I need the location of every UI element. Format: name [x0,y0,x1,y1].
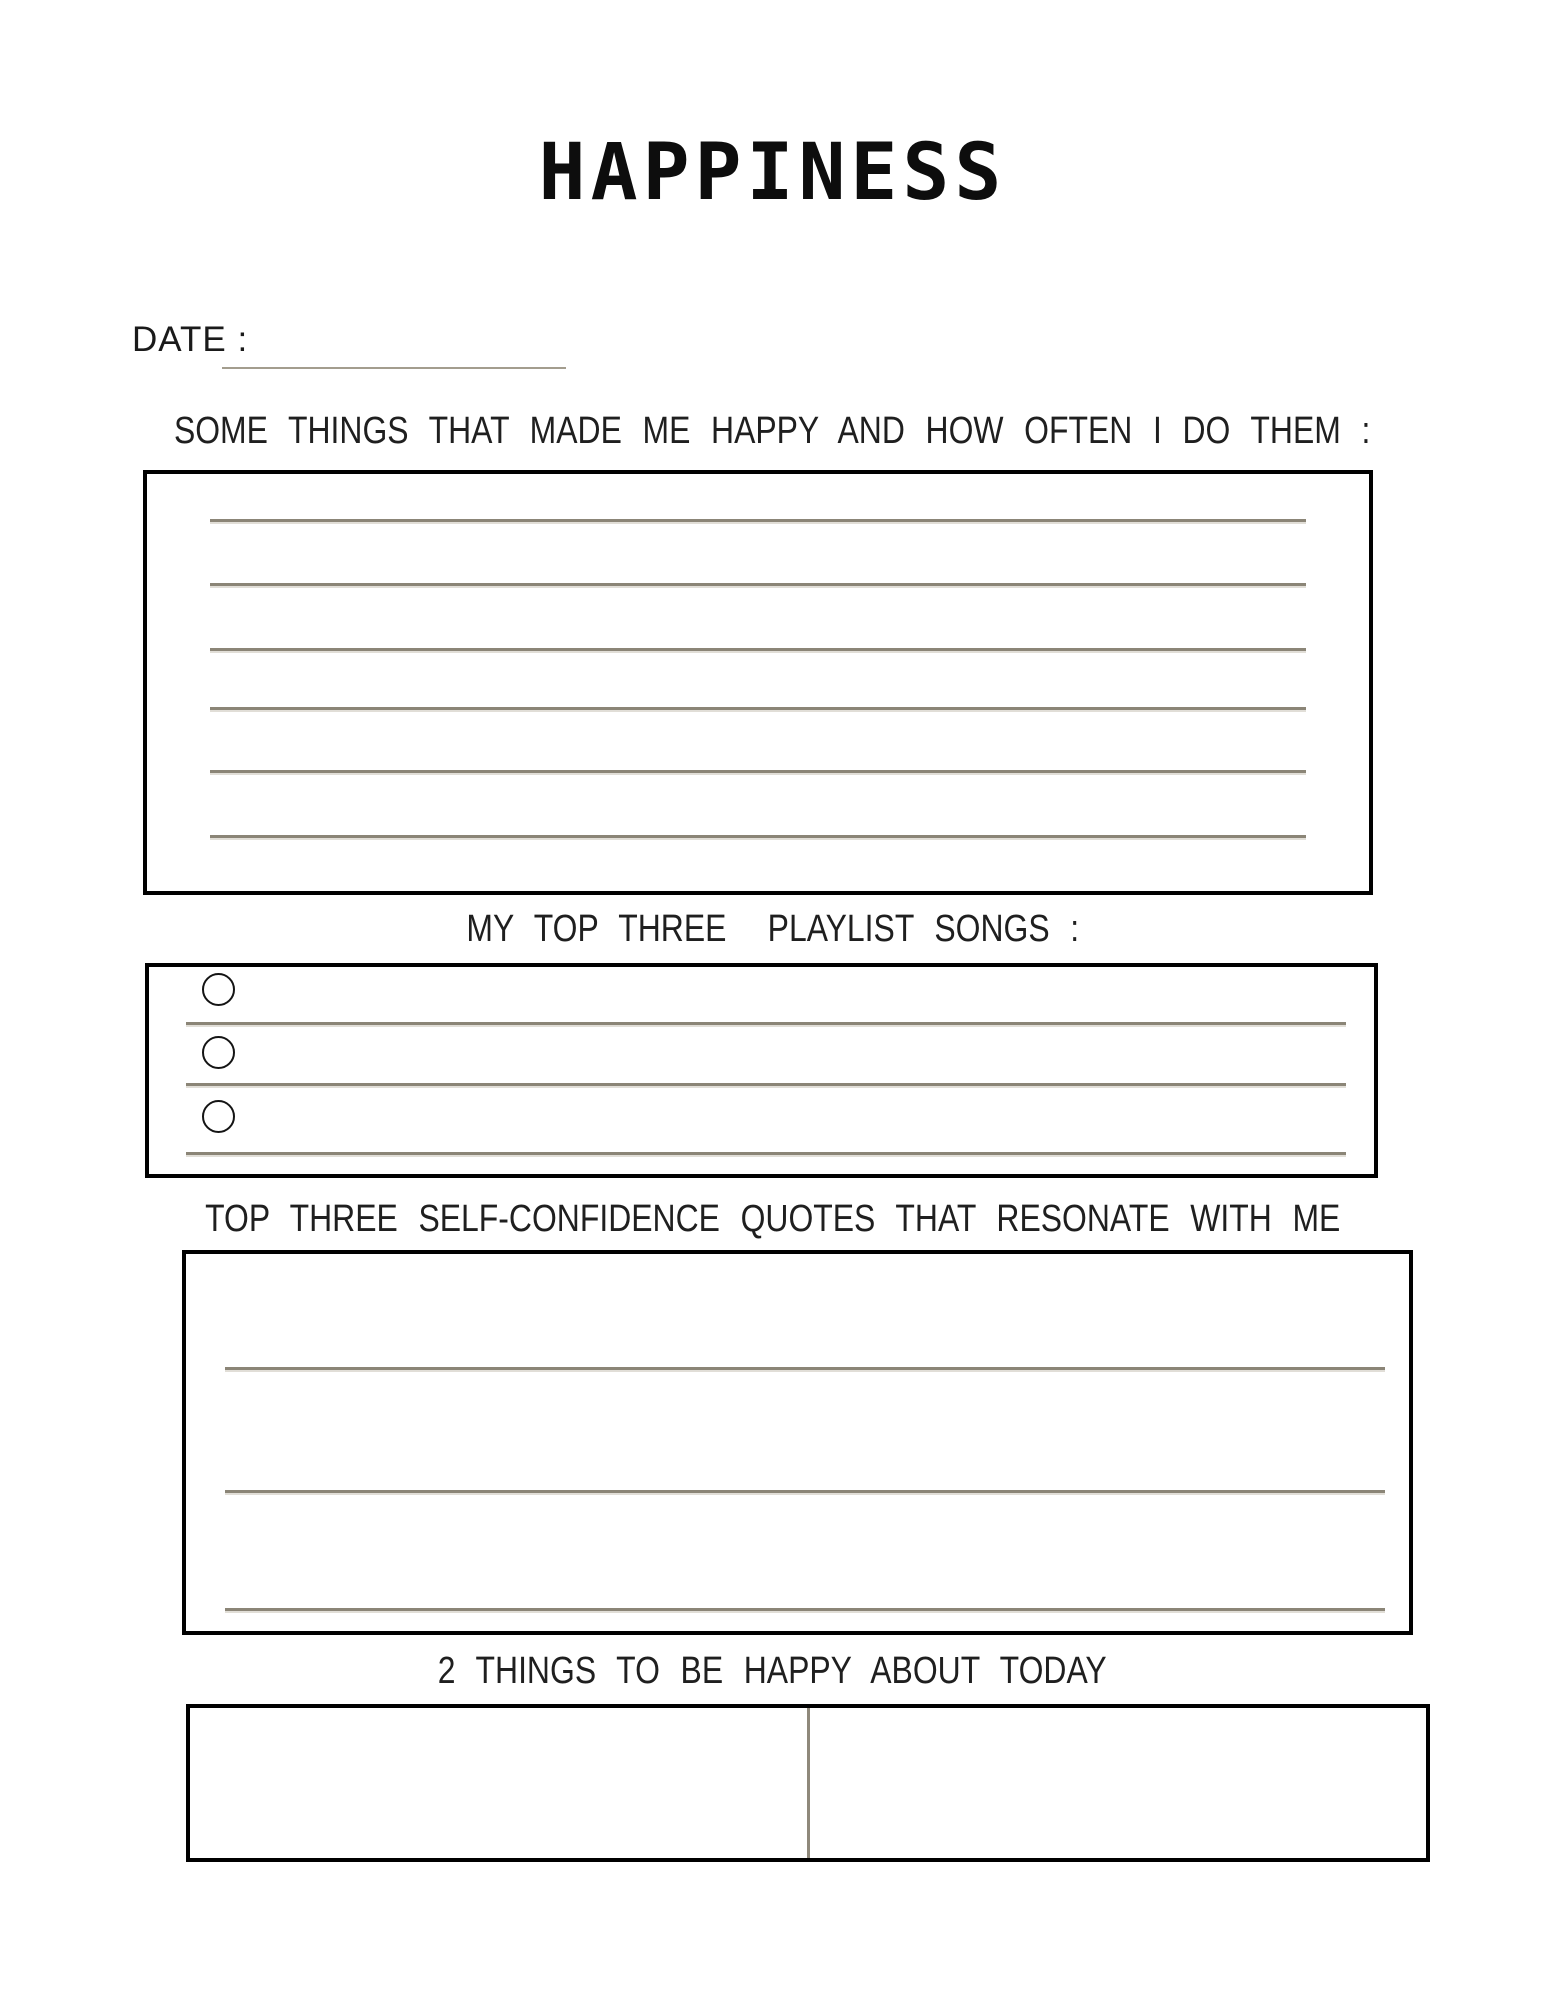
page-title: HAPPINESS [538,128,1007,218]
song-circle-checkbox[interactable] [202,1100,235,1133]
writing-line[interactable] [186,1152,1346,1155]
playlist-box [145,963,1378,1178]
quotes-box [182,1250,1413,1635]
date-label: DATE : [132,320,249,359]
writing-line[interactable] [210,583,1306,586]
happy-today-table [186,1704,1430,1862]
writing-line[interactable] [186,1083,1346,1086]
song-circle-checkbox[interactable] [202,973,235,1006]
section-heading-today: 2 THINGS TO BE HAPPY ABOUT TODAY [437,1650,1107,1692]
writing-line[interactable] [210,519,1306,522]
table-column-divider [807,1708,810,1858]
writing-line[interactable] [186,1022,1346,1025]
writing-line[interactable] [225,1490,1385,1493]
song-circle-checkbox[interactable] [202,1036,235,1069]
happy-things-box [143,470,1373,895]
writing-line[interactable] [210,648,1306,651]
happy-thing-cell-1[interactable] [190,1708,796,1858]
writing-line[interactable] [225,1367,1385,1370]
writing-line[interactable] [210,770,1306,773]
writing-line[interactable] [210,835,1306,838]
happy-thing-cell-2[interactable] [820,1708,1426,1858]
date-input-line[interactable] [222,340,566,369]
writing-line[interactable] [210,707,1306,710]
section-heading-happy-things: SOME THINGS THAT MADE ME HAPPY AND HOW OFTEN I DO THEM : [174,410,1371,452]
section-heading-playlist: MY TOP THREE PLAYLIST SONGS : [466,908,1079,950]
section-heading-quotes: TOP THREE SELF-CONFIDENCE QUOTES THAT RESONATE WITH ME [204,1198,1341,1240]
writing-line[interactable] [225,1608,1385,1611]
